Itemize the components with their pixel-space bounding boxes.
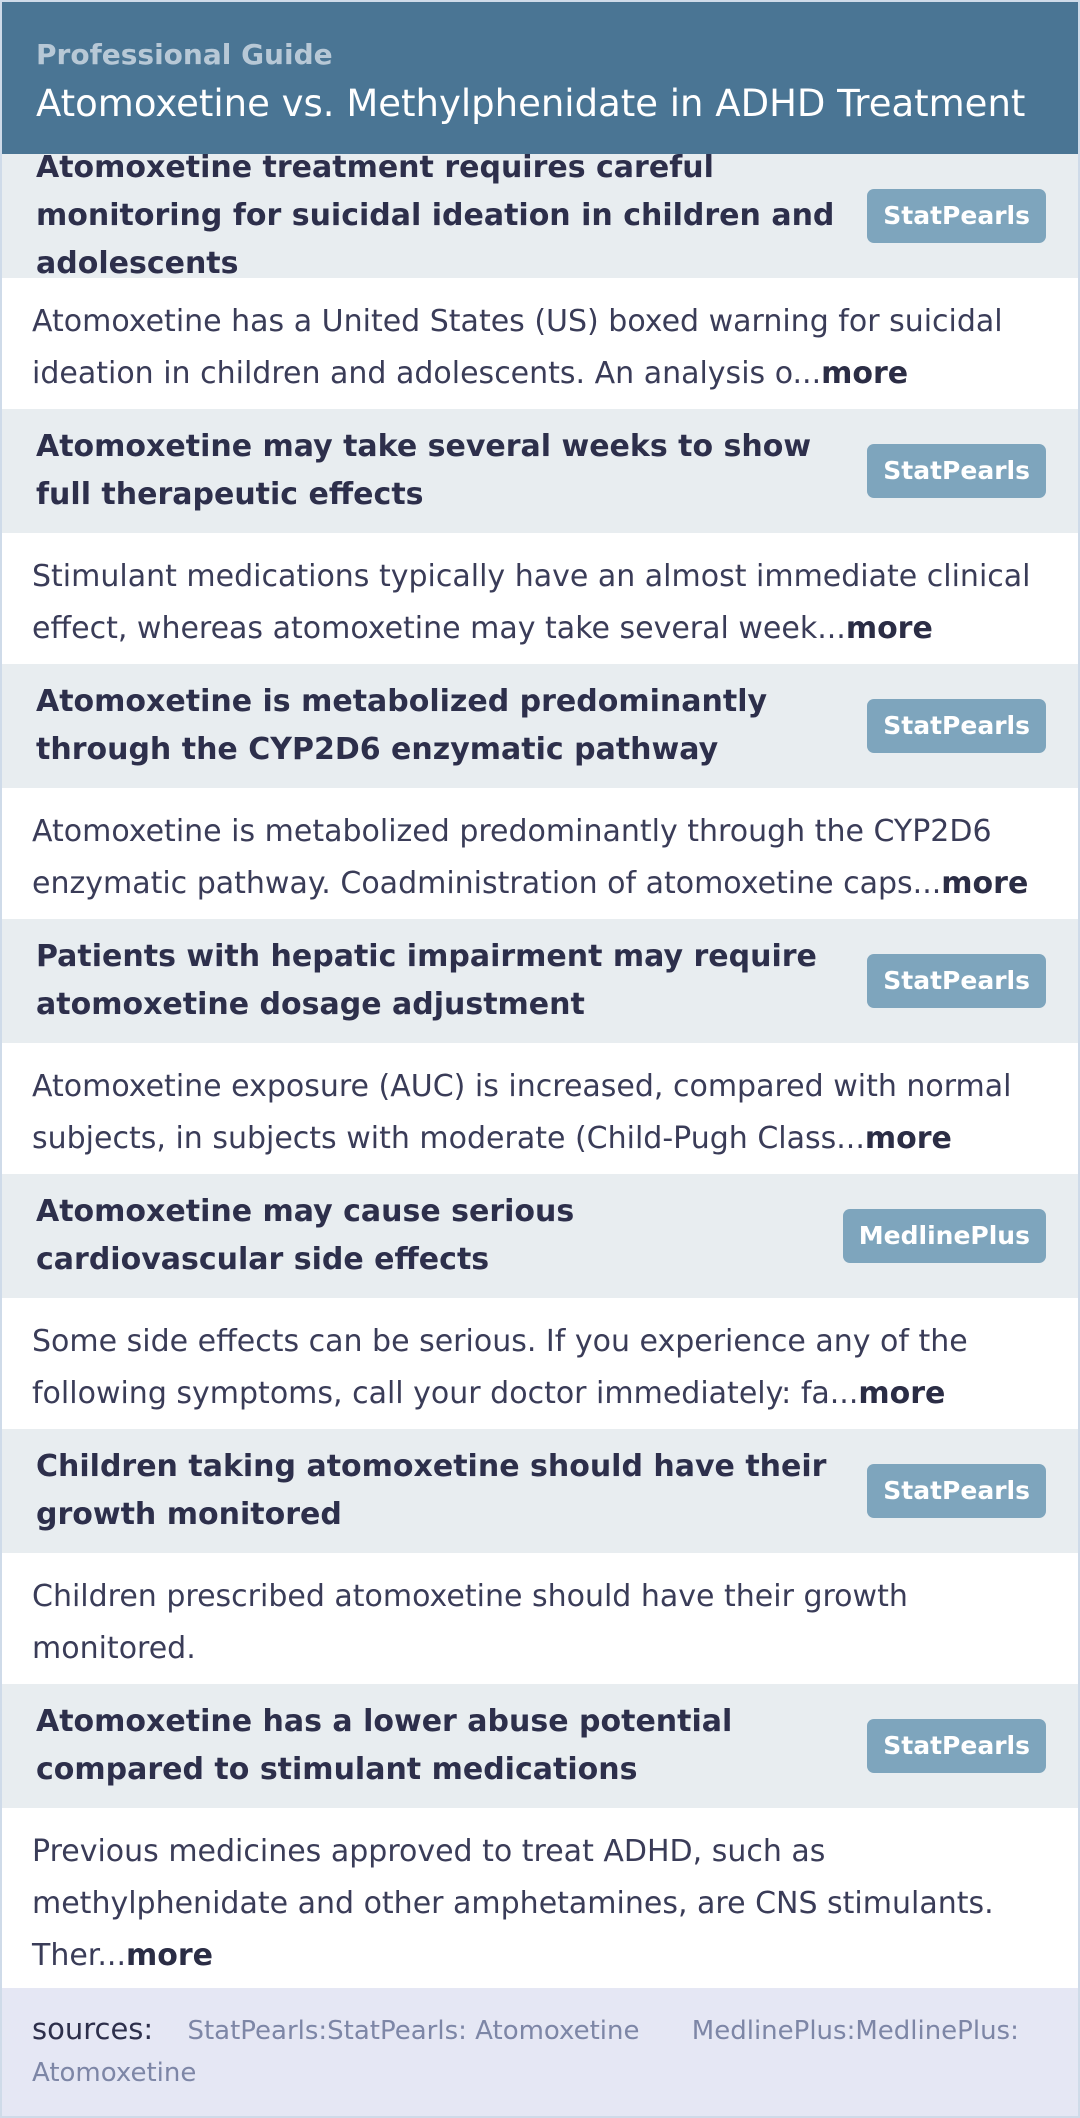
item-title: Patients with hepatic impairment may require atomoxetine dosage adjustment xyxy=(36,939,817,1022)
item-body-text: Some side effects can be serious. If you experience any of the following symptoms, call your doctor immediately: fa... xyxy=(32,1324,968,1411)
source-link[interactable]: MedlinePlus:MedlinePlus: Atomoxetine xyxy=(32,2016,1019,2088)
item-header xyxy=(2,1684,1078,1808)
source-badge[interactable]: StatPearls xyxy=(867,1719,1046,1773)
item-body-text: Stimulant medications typically have an almost immediate clinical effect, whereas atomoxetine may take several week... xyxy=(32,559,1031,646)
guide-item xyxy=(2,1174,1078,1429)
more-link[interactable]: more xyxy=(125,1938,213,1973)
item-body-text: Atomoxetine is metabolized predominantly through the CYP2D6 enzymatic pathway. Coadministration of atomoxetine caps... xyxy=(32,814,992,901)
item-title: Atomoxetine has a lower abuse potential compared to stimulant medications xyxy=(36,1704,733,1787)
item-body xyxy=(2,1043,1078,1174)
more-link[interactable]: more xyxy=(845,611,933,646)
more-link[interactable]: more xyxy=(941,866,1029,901)
guide-item xyxy=(2,919,1078,1174)
guide-item xyxy=(2,664,1078,919)
source-badge[interactable]: StatPearls xyxy=(867,444,1046,498)
item-title: Children taking atomoxetine should have their growth monitored xyxy=(36,1449,827,1532)
item-body xyxy=(2,278,1078,409)
item-header xyxy=(2,1429,1078,1553)
item-header xyxy=(2,409,1078,533)
item-title: Atomoxetine is metabolized predominantly through the CYP2D6 enzymatic pathway xyxy=(36,684,768,767)
more-link[interactable]: more xyxy=(864,1121,952,1156)
more-link[interactable]: more xyxy=(821,356,909,391)
guide-item xyxy=(2,1429,1078,1684)
more-link[interactable]: more xyxy=(858,1376,946,1411)
source-badge[interactable]: StatPearls xyxy=(867,1464,1046,1518)
item-body xyxy=(2,1553,1078,1684)
item-header xyxy=(2,150,1078,281)
item-header xyxy=(2,1174,1078,1298)
item-body xyxy=(2,533,1078,664)
item-body xyxy=(2,788,1078,919)
header xyxy=(2,2,1078,154)
item-title: Atomoxetine may cause serious cardiovascular side effects xyxy=(36,1194,575,1277)
guide-item xyxy=(2,1684,1078,1988)
header-kicker: Professional Guide xyxy=(36,38,333,71)
sources-label: sources: xyxy=(32,2012,154,2046)
guide-item xyxy=(2,409,1078,664)
item-body-text: Atomoxetine has a United States (US) boxed warning for suicidal ideation in children and adolescents. An analysis o... xyxy=(32,304,1003,391)
item-body-text: Previous medicines approved to treat ADHD, such as methylphenidate and other amphetamines, are CNS stimulants. Ther... xyxy=(32,1834,994,1973)
source-badge[interactable]: StatPearls xyxy=(867,189,1046,243)
guide-item xyxy=(2,150,1078,409)
source-link[interactable]: StatPearls:StatPearls: Atomoxetine xyxy=(187,2016,640,2046)
sources-footer xyxy=(2,1988,1078,2116)
item-header xyxy=(2,919,1078,1043)
item-body-text: Atomoxetine exposure (AUC) is increased, compared with normal subjects, in subjects with moderate (Child-Pugh Class... xyxy=(32,1069,1012,1156)
item-body-text: Children prescribed atomoxetine should have their growth monitored. xyxy=(32,1579,908,1666)
source-badge[interactable]: StatPearls xyxy=(867,954,1046,1008)
source-badge[interactable]: MedlinePlus xyxy=(843,1209,1046,1263)
item-body xyxy=(2,1808,1078,1988)
item-header xyxy=(2,664,1078,788)
page-title: Atomoxetine vs. Methylphenidate in ADHD Treatment xyxy=(36,82,1026,125)
item-body xyxy=(2,1298,1078,1429)
item-title: Atomoxetine treatment requires careful monitoring for suicidal ideation in children and adolescents xyxy=(36,150,835,281)
source-badge[interactable]: StatPearls xyxy=(867,699,1046,753)
item-title: Atomoxetine may take several weeks to show full therapeutic effects xyxy=(36,429,812,512)
